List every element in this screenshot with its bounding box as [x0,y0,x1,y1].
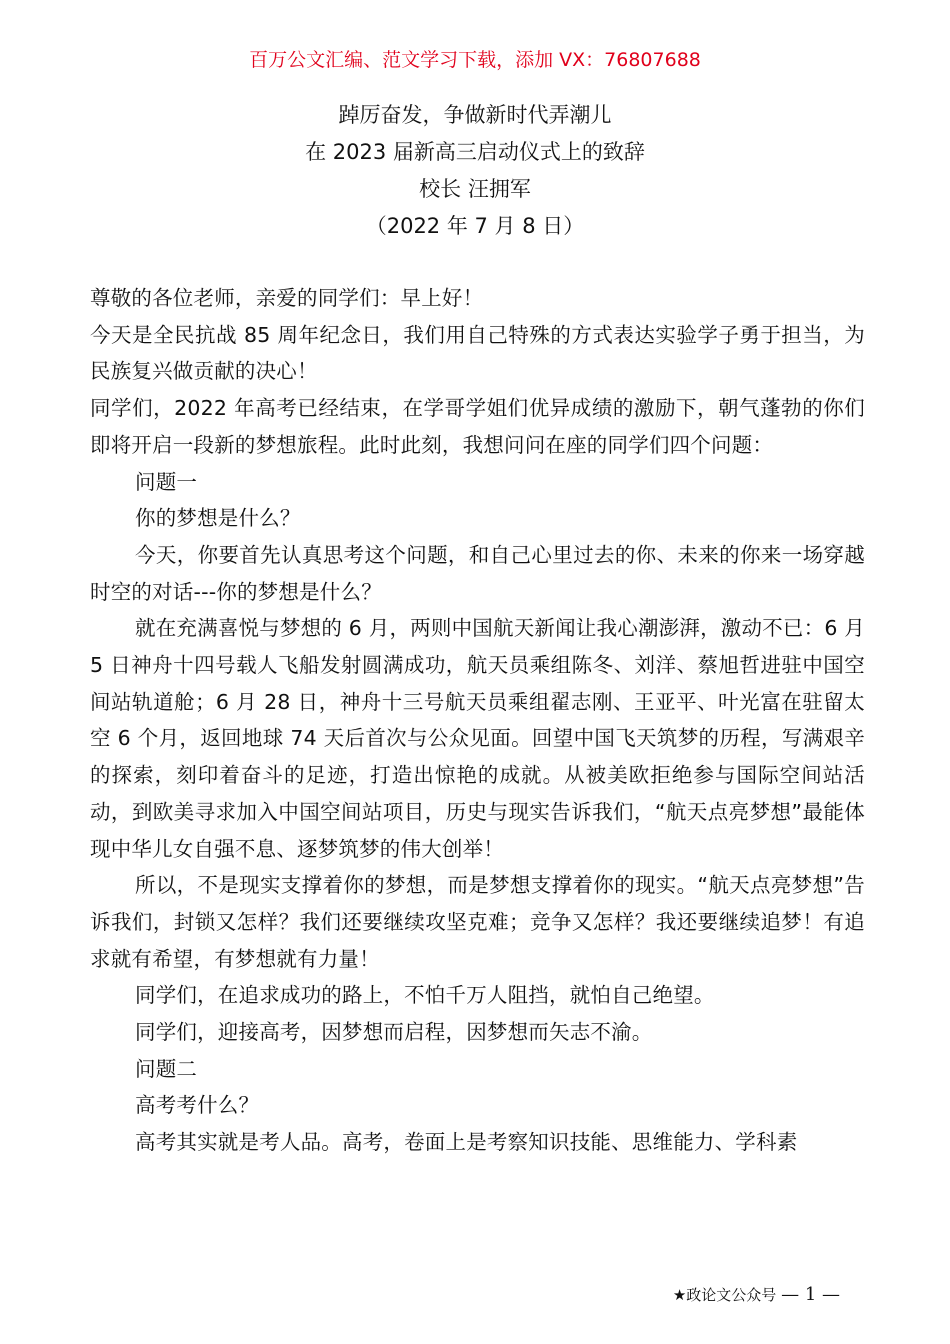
title-block [0,97,950,245]
page-number: — 1 — [781,1284,840,1305]
paragraph: 今天是全民抗战 85 周年纪念日，我们用自己特殊的方式表达实验学子勇于担当，为民族复兴做贡献的决心！ [90,322,865,384]
speech-title: 踔厉奋发，争做新时代弄潮儿 [338,103,612,127]
promo-banner: 百万公文汇编、范文学习下载，添加 VX：76807688 [249,49,701,71]
speech-subtitle: 在 2023 届新高三启动仪式上的致辞 [305,140,645,164]
paragraph: 同学们，在追求成功的路上，不怕千万人阻挡，就怕自己绝望。 [135,983,715,1008]
question-text: 你的梦想是什么？ [135,506,301,531]
paragraph: 所以，不是现实支撑着你的梦想，而是梦想支撑着你的现实。“航天点亮梦想”告诉我们，封锁又怎样？我们还要继续攻坚克难；竞争又怎样？我还要继续追梦！有追求就有希望，有梦想就有力量！ [90,873,865,971]
question-text: 高考考什么？ [135,1093,260,1118]
footer-label: ★政论文公众号 [672,1286,777,1304]
question-heading: 问题一 [135,469,198,494]
page-footer [673,1283,840,1307]
question-heading: 问题二 [135,1056,198,1081]
paragraph: 尊敬的各位老师，亲爱的同学们：早上好！ [90,286,484,310]
speaker-name: 校长 汪拥军 [419,177,531,201]
paragraph: 高考其实就是考人品。高考，卷面上是考察知识技能、思维能力、学科素 [135,1130,798,1155]
speech-body [90,280,865,1161]
paragraph: 就在充满喜悦与梦想的 6 月，两则中国航天新闻让我心潮澎湃，激动不已：6 月 5 日神舟十四号载人飞船发射圆满成功，航天员乘组陈冬、刘洋、蔡旭哲进驻中国空间站轨道舱；6 月 28 日，神舟十三号航天员乘组翟志刚、王亚平、叶光富在驻留太空 6 个月，返回地球 74 天后首次与公众见面。回望中国飞天筑梦的历程，写满艰辛的探索，刻印着奋斗的足迹，打造出惊艳的成就。从被美欧拒绝参与国际空间站活动，到欧美寻求加入中国空间站项目，历史与现实告诉我们，“航天点亮梦想”最能体现中华儿女自强不息、逐梦筑梦的伟大创举！ [90,616,865,861]
paragraph: 同学们，迎接高考，因梦想而启程，因梦想而矢志不渝。 [135,1020,653,1045]
speech-date: （2022 年 7 月 8 日） [365,214,585,238]
paragraph: 同学们，2022 年高考已经结束，在学哥学姐们优异成绩的激励下，朝气蓬勃的你们即将开启一段新的梦想旅程。此时此刻，我想问问在座的同学们四个问题： [90,396,865,457]
paragraph: 今天，你要首先认真思考这个问题，和自己心里过去的你、未来的你来一场穿越时空的对话---你的梦想是什么？ [90,542,865,604]
